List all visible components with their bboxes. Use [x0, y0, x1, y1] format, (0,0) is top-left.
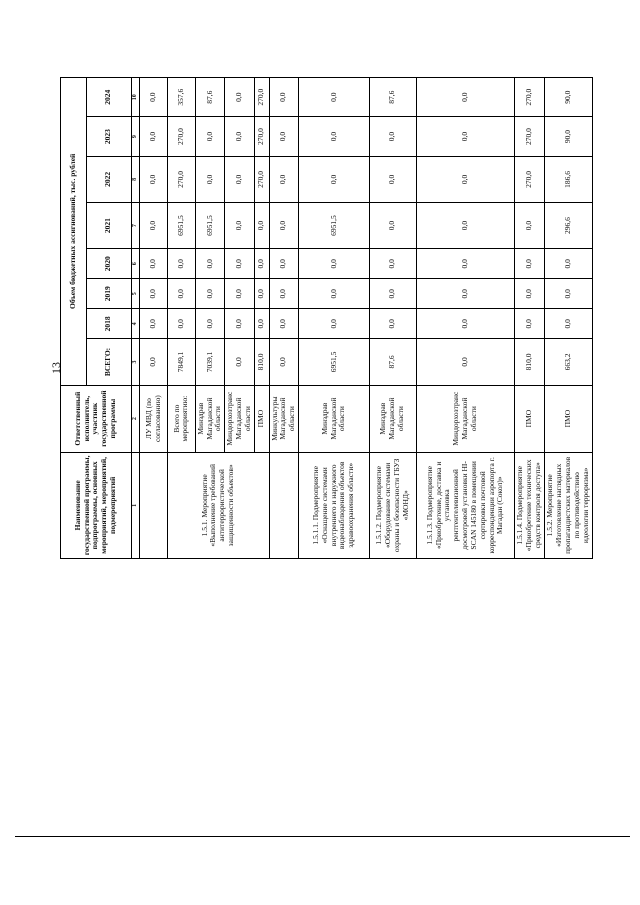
value-cell: 0,0 [416, 117, 514, 156]
table-row [515, 78, 544, 559]
value-cell: 0,0 [140, 279, 168, 309]
value-cell: 7039,1 [195, 339, 224, 385]
header-volume: Объем бюджетных ассигнований, тыс. рублей [61, 78, 87, 386]
header-executor: Ответственный исполнитель, участник государственной программы [61, 385, 132, 452]
value-cell: 0,0 [225, 78, 254, 117]
value-cell: 6951,5 [195, 202, 224, 248]
value-cell: 0,0 [225, 202, 254, 248]
sub-rows [299, 78, 593, 559]
value-cell: 0,0 [269, 117, 298, 156]
value-cell: 270,0 [515, 78, 544, 117]
value-cell: 0,0 [269, 202, 298, 248]
value-cell: 0,0 [299, 309, 370, 339]
value-cell: 0,0 [195, 279, 224, 309]
value-cell: 0,0 [369, 309, 416, 339]
value-cell: 0,0 [299, 156, 370, 202]
table-row [269, 78, 298, 559]
value-cell: 0,0 [140, 249, 168, 279]
value-cell: 0,0 [254, 249, 269, 279]
bottom-rule [15, 836, 630, 837]
row-name: 1.5.1.2. Подмероприятие «Оборудование системами охраны и безопасности ГБУЗ «МОНД» [369, 452, 416, 558]
value-cell: 296,6 [544, 202, 592, 248]
budget-table [60, 77, 593, 559]
empty-cell [140, 452, 168, 558]
column-number: 10 [131, 78, 140, 117]
value-cell: 0,0 [544, 309, 592, 339]
value-cell: 270,0 [168, 156, 196, 202]
column-number: 4 [131, 309, 140, 339]
empty-cell [269, 452, 298, 558]
table-row [168, 78, 196, 559]
value-cell: 0,0 [544, 249, 592, 279]
table-row [140, 78, 168, 559]
value-cell: 0,0 [369, 117, 416, 156]
row-executor: Минкультуры Магаданской области [269, 385, 298, 452]
column-number: 9 [131, 117, 140, 156]
header-name: Наименование государственной программы, подпрограммы, основных мероприятий, мероприятий, подмероприятий [61, 452, 132, 558]
value-cell: 186,6 [544, 156, 592, 202]
value-cell: 0,0 [168, 309, 196, 339]
value-cell: 0,0 [140, 202, 168, 248]
header-year: 2022 [86, 156, 131, 202]
row-executor: Всего по мероприятию: [168, 385, 196, 452]
value-cell: 270,0 [254, 78, 269, 117]
value-cell: 0,0 [416, 279, 514, 309]
row-name: 1.5.1. Мероприятие «Выполнение требований антитеррористической защищенности объектов» [168, 452, 270, 558]
column-number: 3 [131, 339, 140, 385]
column-number: 7 [131, 202, 140, 248]
value-cell: 663,2 [544, 339, 592, 385]
value-cell: 87,6 [369, 339, 416, 385]
value-cell: 87,6 [369, 78, 416, 117]
value-cell: 0,0 [416, 339, 514, 385]
header-year: 2021 [86, 202, 131, 248]
value-cell: 270,0 [254, 117, 269, 156]
value-cell: 0,0 [225, 339, 254, 385]
value-cell: 6951,5 [299, 202, 370, 248]
value-cell: 810,0 [515, 339, 544, 385]
value-cell: 0,0 [254, 279, 269, 309]
value-cell: 0,0 [225, 117, 254, 156]
table-row [369, 78, 416, 559]
row-name: 1.5.1.1. Подмероприятие «Оснащение системами внутреннего и наружного видеонаблюдения объектов здравоохранения области» [299, 452, 370, 558]
value-cell: 0,0 [269, 339, 298, 385]
header-year: 2023 [86, 117, 131, 156]
table-row [544, 78, 592, 559]
value-cell: 0,0 [225, 249, 254, 279]
value-cell: 0,0 [299, 249, 370, 279]
value-cell: 270,0 [254, 156, 269, 202]
row-executor: ПМО [544, 385, 592, 452]
value-cell: 270,0 [515, 117, 544, 156]
value-cell: 0,0 [168, 249, 196, 279]
header-year: 2024 [86, 78, 131, 117]
table-area [60, 26, 593, 556]
value-cell: 90,0 [544, 117, 592, 156]
value-cell: 0,0 [515, 279, 544, 309]
table-row [299, 78, 370, 559]
value-cell: 0,0 [140, 78, 168, 117]
value-cell: 0,0 [225, 309, 254, 339]
column-number: 8 [131, 156, 140, 202]
value-cell: 0,0 [195, 249, 224, 279]
row-executor: Миндорхозтранс Магаданской области [416, 385, 514, 452]
value-cell: 0,0 [369, 202, 416, 248]
value-cell: 270,0 [515, 156, 544, 202]
value-cell: 0,0 [195, 117, 224, 156]
row-executor: ПМО [254, 385, 269, 452]
value-cell: 0,0 [299, 117, 370, 156]
row-name: 1.5.2. Мероприятие «Изготовление наглядных пропагандистских материалов по противодействию идеологии терроризма» [544, 452, 592, 558]
column-number: 2 [131, 385, 140, 452]
group-1-5-1 [140, 78, 299, 559]
value-cell: 6951,5 [299, 339, 370, 385]
value-cell: 0,0 [195, 156, 224, 202]
value-cell: 0,0 [299, 279, 370, 309]
value-cell: 0,0 [416, 309, 514, 339]
row-executor: Минздрав Магаданской области [195, 385, 224, 452]
value-cell: 6951,5 [168, 202, 196, 248]
value-cell: 0,0 [416, 78, 514, 117]
row-executor: Минздрав Магаданской области [299, 385, 370, 452]
value-cell: 0,0 [140, 117, 168, 156]
value-cell: 7849,1 [168, 339, 196, 385]
column-number: 6 [131, 249, 140, 279]
column-number: 5 [131, 279, 140, 309]
rotated-sheet [60, 77, 593, 559]
value-cell: 87,6 [195, 78, 224, 117]
value-cell: 0,0 [225, 279, 254, 309]
value-cell: 90,0 [544, 78, 592, 117]
value-cell: 0,0 [254, 202, 269, 248]
header-total: ВСЕГО: [86, 339, 131, 385]
value-cell: 357,6 [168, 78, 196, 117]
value-cell: 0,0 [369, 279, 416, 309]
value-cell: 0,0 [416, 249, 514, 279]
value-cell: 0,0 [140, 309, 168, 339]
value-cell: 0,0 [269, 156, 298, 202]
value-cell: 0,0 [168, 279, 196, 309]
value-cell: 0,0 [254, 309, 269, 339]
page-number: 13 [49, 362, 63, 374]
value-cell: 0,0 [416, 156, 514, 202]
row-executor: ПМО [515, 385, 544, 452]
header-year: 2018 [86, 309, 131, 339]
value-cell: 0,0 [269, 78, 298, 117]
value-cell: 270,0 [168, 117, 196, 156]
value-cell: 0,0 [140, 339, 168, 385]
value-cell: 0,0 [515, 202, 544, 248]
table-row [416, 78, 514, 559]
row-name: 1.5.1.4. Подмероприятие «Приобретение технических средств контроля доступа» [515, 452, 544, 558]
row-executor: Минздрав Магаданской области [369, 385, 416, 452]
value-cell: 0,0 [369, 156, 416, 202]
value-cell: 0,0 [416, 202, 514, 248]
column-number: 1 [131, 452, 140, 558]
value-cell: 0,0 [269, 249, 298, 279]
value-cell: 0,0 [299, 78, 370, 117]
value-cell: 0,0 [195, 309, 224, 339]
value-cell: 0,0 [369, 249, 416, 279]
header-year: 2019 [86, 279, 131, 309]
value-cell: 0,0 [515, 309, 544, 339]
value-cell: 0,0 [269, 309, 298, 339]
value-cell: 0,0 [269, 279, 298, 309]
value-cell: 810,0 [254, 339, 269, 385]
value-cell: 0,0 [544, 279, 592, 309]
value-cell: 0,0 [515, 249, 544, 279]
header-year: 2020 [86, 249, 131, 279]
row-executor: ЛУ МВД (по согласованию) [140, 385, 168, 452]
row-executor: Миндорхозтранс Магаданской области [225, 385, 254, 452]
value-cell: 0,0 [225, 156, 254, 202]
value-cell: 0,0 [140, 156, 168, 202]
row-name: 1.5.1.3. Подмероприятие «Приобретение, доставка и установка рентгентелевизионной досмотровой установки HI-SCAN 145180 в помещении сортировки почтовой корреспонденции аэропорта г. Магадан (Сокол)» [416, 452, 514, 558]
